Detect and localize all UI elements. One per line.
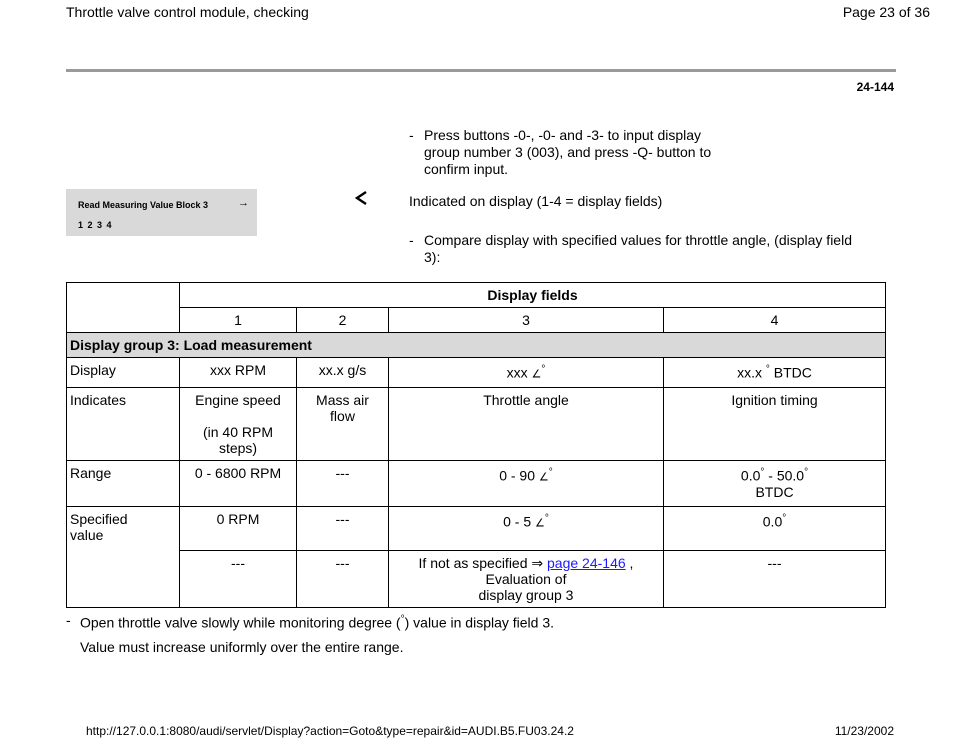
step-line: 3): bbox=[424, 249, 441, 265]
cell: xxx RPM bbox=[180, 358, 297, 388]
value: (in 40 RPM bbox=[202, 424, 274, 440]
degree-icon: ° bbox=[782, 513, 787, 524]
chevron-left-icon bbox=[354, 190, 368, 209]
value: 0 - 5 bbox=[503, 513, 532, 530]
label-line: value bbox=[70, 527, 104, 543]
cell bbox=[389, 507, 664, 551]
angle-icon: ∠ bbox=[538, 471, 549, 484]
right-arrow-icon: → bbox=[238, 197, 249, 209]
cell: Throttle angle bbox=[389, 388, 664, 461]
arrow-right-icon: ⇒ bbox=[531, 555, 544, 571]
cell: --- bbox=[664, 551, 886, 608]
fields-header: Display fields bbox=[180, 283, 886, 308]
degree-icon: ° bbox=[544, 513, 549, 524]
bottom-dash: - bbox=[66, 612, 71, 628]
cell: xx.x g/s bbox=[297, 358, 389, 388]
degree-icon: ° bbox=[765, 364, 770, 375]
angle-icon: ∠ bbox=[535, 517, 545, 530]
degree-icon: ° bbox=[541, 364, 546, 375]
step-line: confirm input. bbox=[424, 161, 509, 177]
step-line: Press buttons -0-, -0- and -3- to input display bbox=[424, 127, 702, 143]
text: ) value in display field 3. bbox=[404, 614, 555, 631]
value-increase-text: Value must increase uniformly over the entire range. bbox=[80, 639, 404, 655]
cell: --- bbox=[297, 507, 389, 551]
value: xxx bbox=[506, 364, 528, 381]
row-label: Range bbox=[67, 461, 180, 507]
step-line: group number 3 (003), and press -Q- button to bbox=[424, 144, 712, 160]
tester-display bbox=[66, 189, 257, 236]
value: BTDC bbox=[755, 483, 794, 500]
cell: --- bbox=[297, 551, 389, 608]
group-title: Display group 3: Load measurement bbox=[67, 333, 886, 358]
page-number: 24-144 bbox=[856, 80, 894, 94]
indicated-text: Indicated on display (1-4 = display fields) bbox=[409, 193, 663, 209]
value: flow bbox=[330, 408, 355, 424]
display-fields-table bbox=[66, 282, 886, 608]
col-num: 4 bbox=[664, 308, 886, 333]
page-indicator: Page 23 of 36 bbox=[842, 4, 930, 20]
cell bbox=[389, 461, 664, 507]
header-rule bbox=[66, 69, 896, 72]
col-num: 2 bbox=[297, 308, 389, 333]
cell: 0 RPM bbox=[180, 507, 297, 551]
value: If not as specified bbox=[418, 555, 528, 571]
angle-icon: ∠ bbox=[531, 368, 542, 381]
cell bbox=[664, 507, 886, 551]
cell bbox=[664, 461, 886, 507]
col-num: 1 bbox=[180, 308, 297, 333]
degree-icon: ° bbox=[548, 467, 553, 478]
display-fields: 1 2 3 4 bbox=[78, 220, 113, 230]
value: 0 - 90 bbox=[499, 467, 536, 484]
row-label bbox=[67, 507, 180, 608]
page-link[interactable]: page 24-146 bbox=[547, 555, 626, 571]
step-dash: - bbox=[409, 232, 414, 248]
value: 0.0 bbox=[762, 513, 783, 530]
display-title: Read Measuring Value Block 3 bbox=[78, 200, 209, 210]
cell bbox=[664, 358, 886, 388]
value: steps) bbox=[218, 440, 258, 456]
degree-icon: ° bbox=[760, 467, 765, 478]
label-line: Specified bbox=[70, 511, 128, 527]
document-title: Throttle valve control module, checking bbox=[66, 4, 309, 20]
value: , Evaluation of bbox=[485, 555, 634, 587]
step-press-buttons bbox=[409, 127, 809, 179]
cell: --- bbox=[297, 461, 389, 507]
cell bbox=[389, 551, 664, 608]
cell: --- bbox=[180, 551, 297, 608]
degree-icon: ° bbox=[400, 614, 405, 625]
row-label: Indicates bbox=[67, 388, 180, 461]
value: Engine speed bbox=[195, 392, 281, 408]
value: xx.x bbox=[737, 364, 762, 381]
footer-url: http://127.0.0.1:8080/audi/servlet/Display?action=Goto&type=repair&id=AUDI.B5.FU03.24.2 bbox=[86, 724, 574, 738]
step-dash: - bbox=[409, 127, 414, 143]
degree-icon: ° bbox=[804, 467, 809, 478]
text: Open throttle valve slowly while monitoring degree ( bbox=[80, 614, 401, 631]
corner-cell bbox=[67, 283, 180, 333]
row-label: Display bbox=[67, 358, 180, 388]
col-num: 3 bbox=[389, 308, 664, 333]
value: - 50.0 bbox=[768, 467, 805, 484]
cell bbox=[297, 388, 389, 461]
step-line: Compare display with specified values for throttle angle, (display field bbox=[424, 232, 852, 248]
cell bbox=[180, 388, 297, 461]
cell bbox=[389, 358, 664, 388]
cell: Ignition timing bbox=[664, 388, 886, 461]
value: BTDC bbox=[773, 364, 812, 381]
cell: 0 - 6800 RPM bbox=[180, 461, 297, 507]
value: Mass air bbox=[316, 392, 369, 408]
value: 0.0 bbox=[740, 467, 761, 484]
step-compare bbox=[409, 232, 879, 268]
value: display group 3 bbox=[478, 587, 574, 603]
footer-date: 11/23/2002 bbox=[834, 724, 894, 738]
open-throttle-text bbox=[80, 612, 554, 631]
